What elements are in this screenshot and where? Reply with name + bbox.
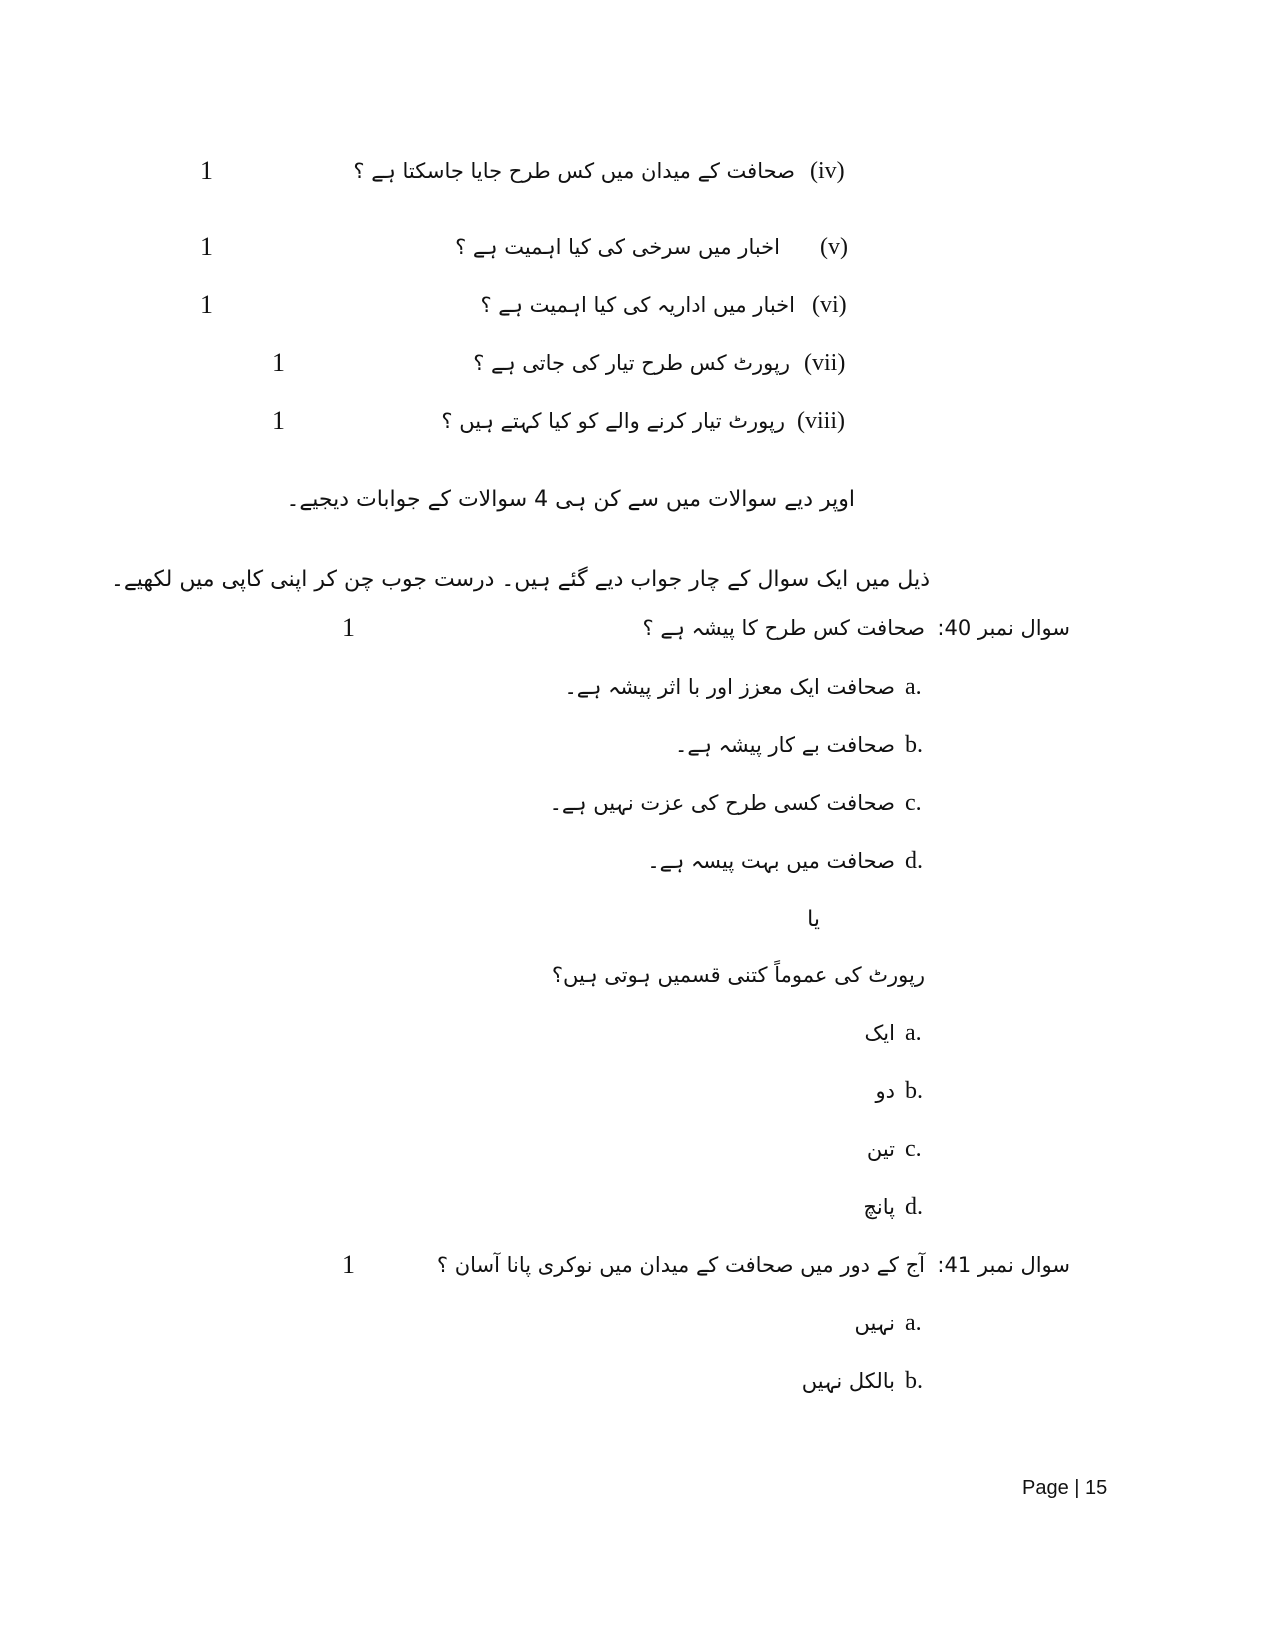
- option-text: صحافت میں بہت پیسہ ہے۔: [647, 849, 895, 873]
- option-key: b.: [905, 1078, 923, 1104]
- option-text: صحافت بے کار پیشہ ہے۔: [675, 733, 895, 757]
- option-text: صحافت کسی طرح کی عزت نہیں ہے۔: [549, 791, 895, 815]
- or-separator: یا: [807, 907, 820, 932]
- option-text: پانچ: [863, 1195, 895, 1219]
- question-label: سوال نمبر 41:: [937, 1253, 1070, 1277]
- question-text: آج کے دور میں صحافت کے میدان میں نوکری پانا آسان ؟: [436, 1253, 925, 1277]
- mark: 1: [342, 1250, 355, 1279]
- question-number: (vii): [804, 350, 846, 376]
- instruction-answer-any: اوپر دیے سوالات میں سے کن ہی 4 سوالات کے جوابات دیجیے۔: [286, 487, 855, 512]
- question-number: (v): [820, 234, 848, 260]
- question-label: سوال نمبر 40:: [937, 616, 1070, 640]
- question-number: (vi): [812, 292, 847, 318]
- option-key: d.: [905, 1194, 923, 1220]
- option-key: b.: [905, 732, 923, 758]
- option-key: d.: [905, 848, 923, 874]
- option-text: ایک: [864, 1021, 895, 1045]
- question-number: (viii): [797, 408, 845, 434]
- mark: 1: [200, 156, 213, 185]
- question-text: صحافت کس طرح کا پیشہ ہے ؟: [642, 616, 925, 640]
- option-text: نہیں: [854, 1311, 895, 1335]
- option-key: a.: [905, 1020, 922, 1046]
- q40-alt-question-text: رپورٹ کی عموماً کتنی قسمیں ہوتی ہیں؟: [551, 963, 925, 987]
- question-text: رپورٹ کس طرح تیار کی جاتی ہے ؟: [473, 351, 790, 375]
- instruction-mcq: ذیل میں ایک سوال کے چار جواب دیے گئے ہیں۔ درست جوب چن کر اپنی کاپی میں لکھیے۔: [110, 567, 930, 592]
- mark: 1: [272, 406, 285, 435]
- option-key: c.: [905, 1136, 922, 1162]
- mark: 1: [200, 232, 213, 261]
- question-number: (iv): [810, 158, 845, 184]
- page-number: Page | 15: [1022, 1477, 1108, 1499]
- question-text: اخبار میں اداریہ کی کیا اہمیت ہے ؟: [480, 293, 795, 317]
- option-key: a.: [905, 1310, 922, 1336]
- question-text: صحافت کے میدان میں کس طرح جایا جاسکتا ہے ؟: [353, 159, 795, 183]
- option-text: تین: [866, 1137, 895, 1161]
- option-text: بالکل نہیں: [801, 1369, 895, 1393]
- question-text: رپورٹ تیار کرنے والے کو کیا کہتے ہیں ؟: [441, 409, 785, 433]
- mark: 1: [342, 613, 355, 642]
- option-text: صحافت ایک معزز اور با اثر پیشہ ہے۔: [564, 675, 895, 699]
- mark: 1: [200, 290, 213, 319]
- option-key: a.: [905, 674, 922, 700]
- mark: 1: [272, 348, 285, 377]
- question-text: اخبار میں سرخی کی کیا اہمیت ہے ؟: [455, 235, 780, 259]
- option-text: دو: [875, 1079, 895, 1103]
- option-key: b.: [905, 1368, 923, 1394]
- option-key: c.: [905, 790, 922, 816]
